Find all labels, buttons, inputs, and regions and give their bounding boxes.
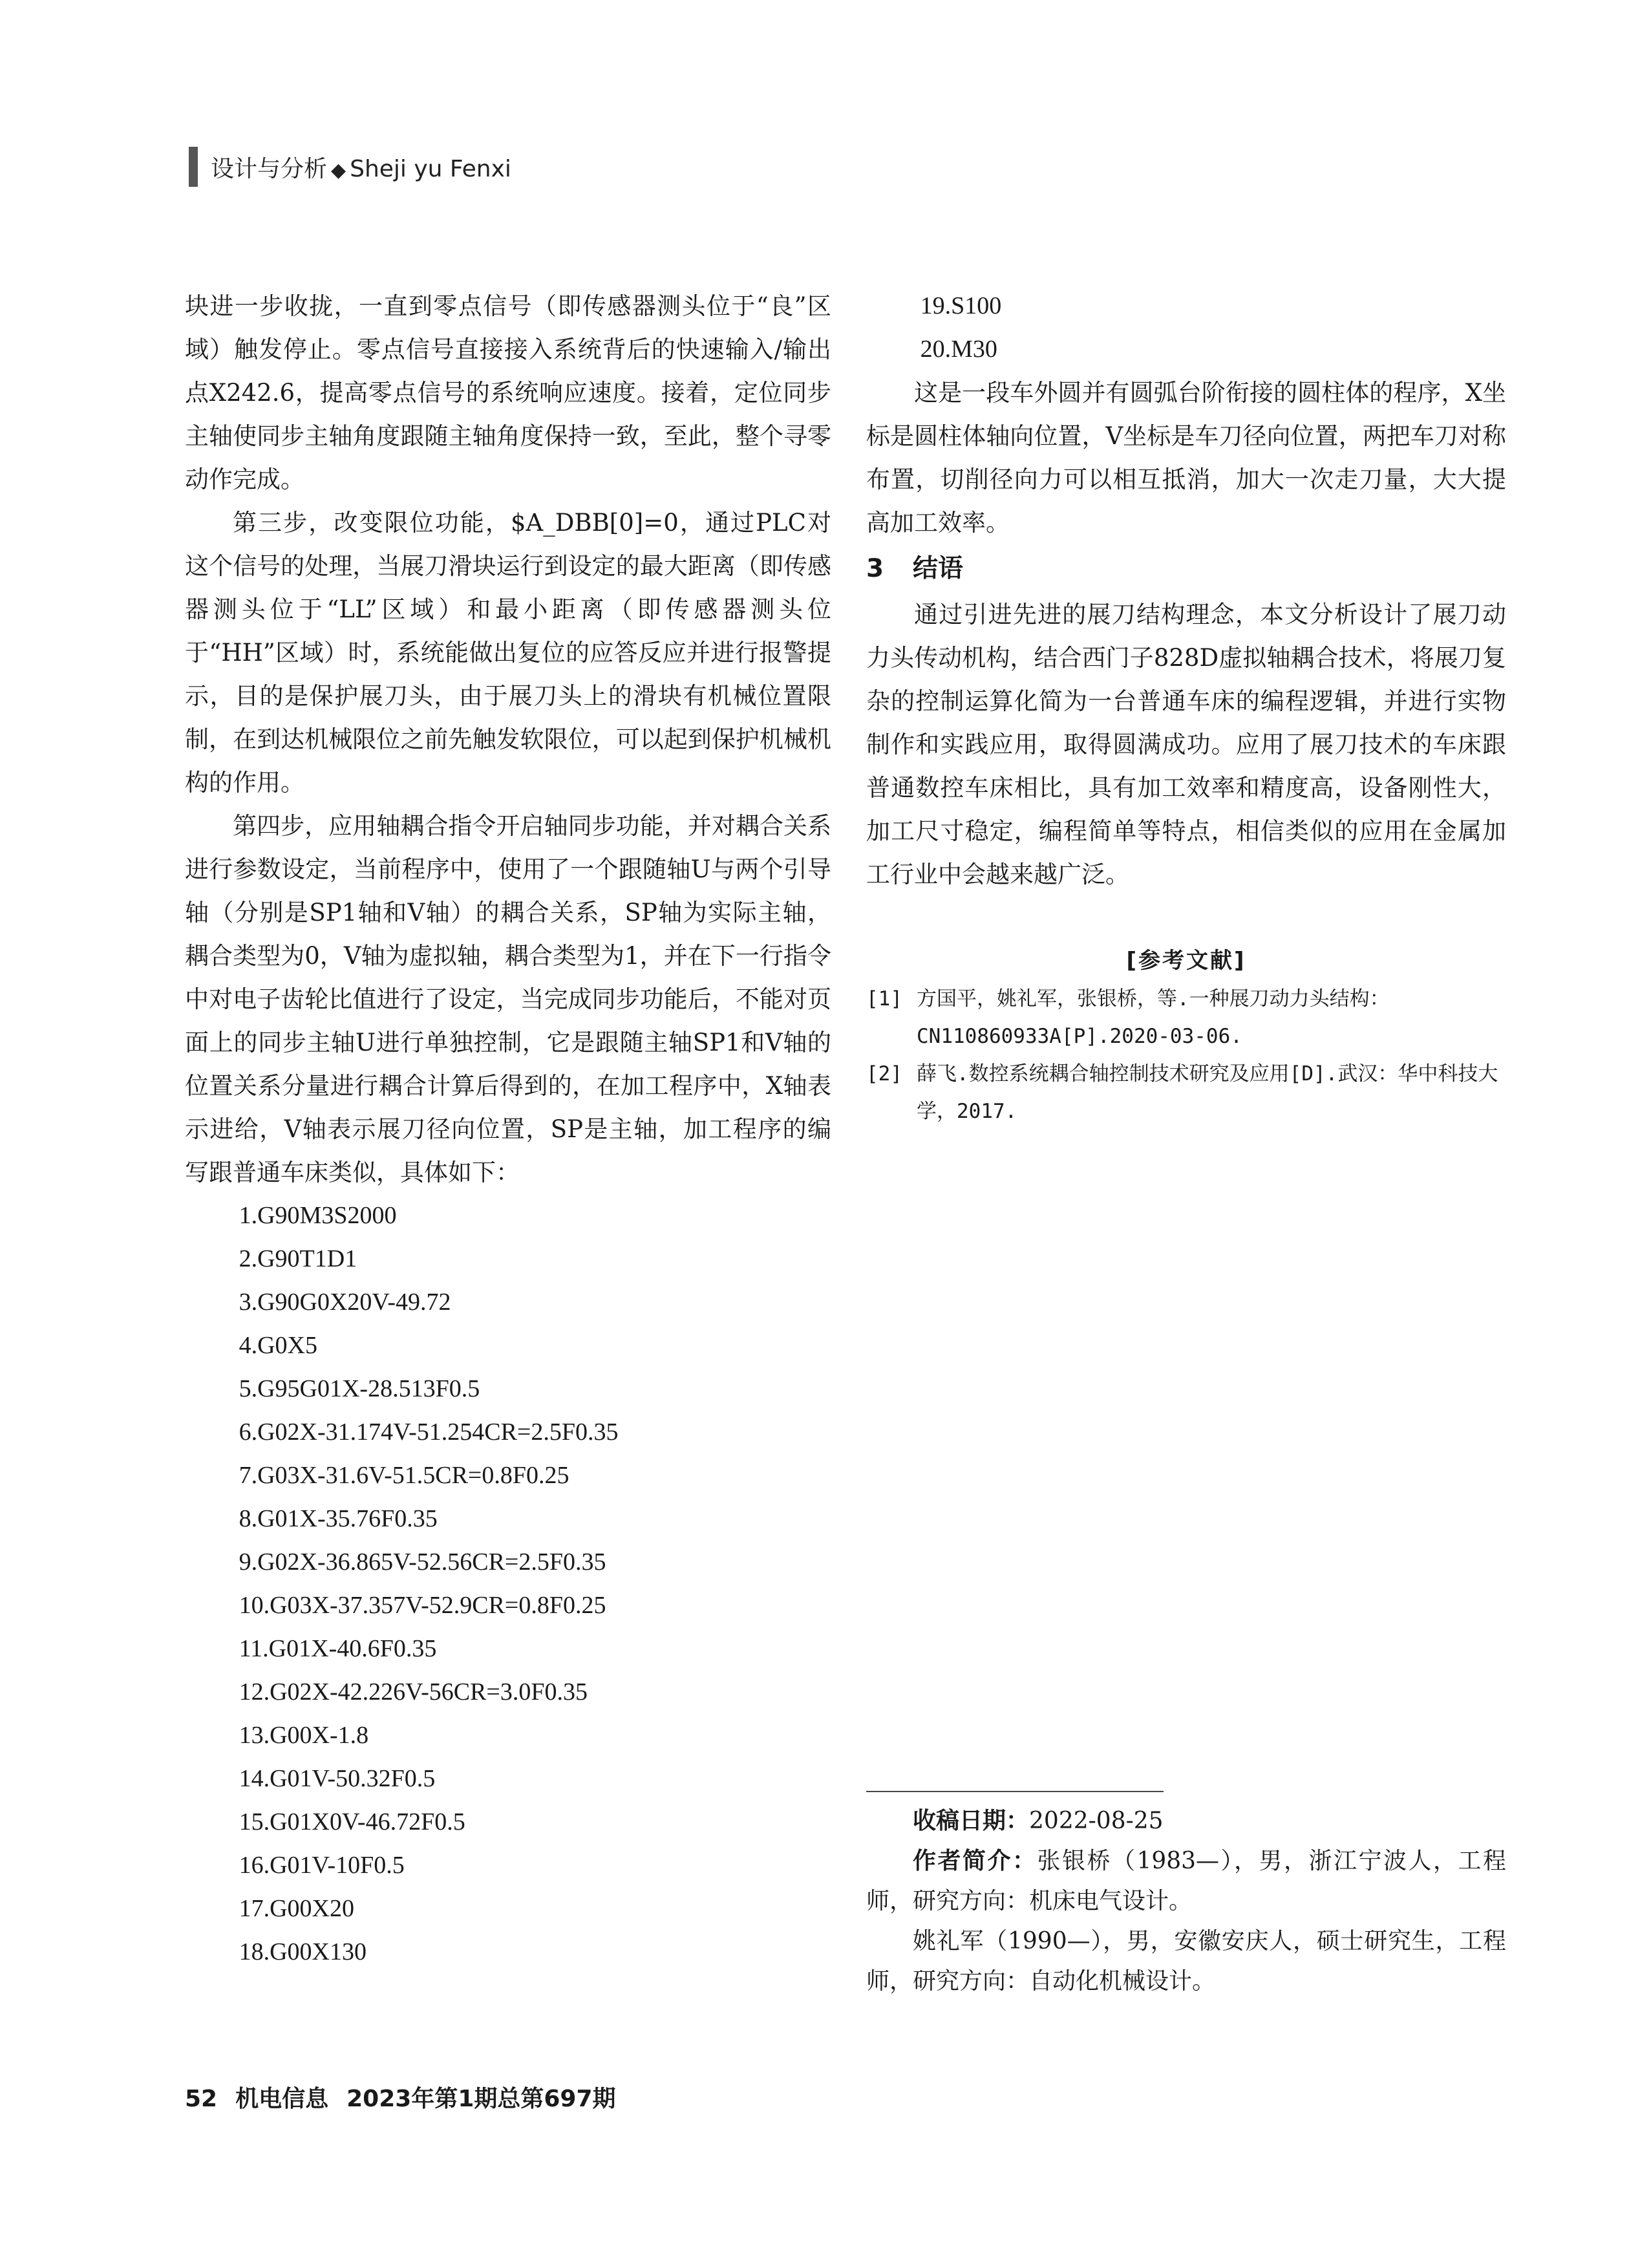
code-line: 7.G03X-31.6V-51.5CR=0.8F0.25 (239, 1462, 569, 1489)
header-bar (189, 147, 198, 187)
code-line: 9.G02X-36.865V-52.56CR=2.5F0.35 (239, 1548, 606, 1576)
right-column (866, 284, 1506, 1130)
issue-info: 2023年第1期总第697期 (346, 2086, 616, 2112)
code-line: 5.G95G01X-28.513F0.5 (239, 1375, 480, 1402)
code-line: 20.M30 (920, 336, 997, 363)
paragraph: 第四步，应用轴耦合指令开启轴同步功能，并对耦合关系进行参数设定，当前程序中，使用了一个跟随轴U与两个引导轴（分别是SP1轴和V轴）的耦合关系，SP轴为实际主轴，耦合类型为0，V轴为虚拟轴，耦合类型为1，并在下一行指令中对电子齿轮比值进行了设定，当完成同步功能后，不能对页面上的同步主轴U进行单独控制，它是跟随主轴SP1和V轴的位置关系分量进行耦合计算后得到的，在加工程序中，X轴表示进给，V轴表示展刀径向位置，SP是主轴，加工程序的编写跟普通车床类似，具体如下： (185, 812, 831, 1186)
author-bio: 姚礼军（1990—），男，安徽安庆人，硕士研究生，工程师，研究方向：自动化机械设计。 (866, 1928, 1506, 1995)
author-bio (866, 1841, 1506, 1921)
reference-item (866, 1055, 1506, 1130)
paragraph: 通过引进先进的展刀结构理念，本文分析设计了展刀动力头传动机构，结合西门子828D虚拟轴耦合技术，将展刀复杂的控制运算化简为一台普通车床的编程逻辑，并进行实物制作和实践应用，取得圆满成功。应用了展刀技术的车床跟普通数控车床相比，具有加工效率和精度高，设备刚性大，加工尺寸稳定，编程简单等特点，相信类似的应用在金属加工行业中会越来越广泛。 (866, 601, 1506, 888)
code-line: 15.G01X0V-46.72F0.5 (239, 1808, 465, 1835)
paragraph: 第三步，改变限位功能，$A_DBB[0]=0，通过PLC对这个信号的处理，当展刀滑块运行到设定的最大距离（即传感器测头位于“LL”区域）和最小距离（即传感器测头位于“HH”区域）时，系统能做出复位的应答反应并进行报警提示，目的是保护展刀头，由于展刀头上的滑块有机械位置限制，在到达机械限位之前先触发软限位，可以起到保护机械机构的作用。 (185, 509, 831, 797)
code-listing (185, 1194, 831, 1974)
section-number: 3 (866, 554, 884, 583)
code-line: 12.G02X-42.226V-56CR=3.0F0.35 (239, 1678, 588, 1706)
code-line: 1.G90M3S2000 (239, 1202, 397, 1229)
reference-number: [2] (866, 1062, 902, 1086)
code-line: 10.G03X-37.357V-52.9CR=0.8F0.25 (239, 1592, 606, 1619)
code-line: 3.G90G0X20V-49.72 (239, 1289, 451, 1316)
section-heading (866, 547, 1506, 590)
code-line: 13.G00X-1.8 (239, 1722, 369, 1749)
received-label: 收稿日期： (913, 1808, 1030, 1834)
code-line: 11.G01X-40.6F0.35 (239, 1635, 437, 1662)
reference-text: 方国平，姚礼军，张银桥，等.一种展刀动力头结构：CN110860933A[P].2020-03-06. (917, 987, 1390, 1048)
code-line: 18.G00X130 (239, 1938, 367, 1965)
reference-item (866, 980, 1506, 1055)
code-line: 17.G00X20 (239, 1895, 354, 1922)
received-date (866, 1801, 1506, 1841)
header-section-pinyin: Sheji yu Fenxi (350, 155, 511, 182)
journal-name: 机电信息 (235, 2086, 329, 2112)
code-line: 2.G90T1D1 (239, 1245, 357, 1272)
code-listing-continued (866, 284, 1506, 371)
author-label: 作者简介： (913, 1848, 1037, 1874)
section-title: 结语 (913, 554, 964, 583)
paragraph: 这是一段车外圆并有圆弧台阶衔接的圆柱体的程序，X坐标是圆柱体轴向位置，V坐标是车刀径向位置，两把车刀对称布置，切削径向力可以相互抵消，加大一次走刀量，大大提高加工效率。 (866, 379, 1506, 537)
author1-text: 张银桥（1983—），男，浙江宁波人，工程师，研究方向：机床电气设计。 (866, 1848, 1506, 1914)
header-section-cn: 设计与分析 (211, 155, 328, 182)
paragraph: 块进一步收拢，一直到零点信号（即传感器测头位于“良”区域）触发停止。零点信号直接接入系统背后的快速输入/输出点X242.6，提高零点信号的系统响应速度。接着，定位同步主轴使同步主轴角度跟随主轴角度保持一致，至此，整个寻零动作完成。 (185, 292, 831, 493)
page-footer (185, 2081, 634, 2113)
reference-number: [1] (866, 987, 902, 1011)
running-header (189, 147, 511, 186)
reference-text: 薛飞.数控系统耦合轴控制技术研究及应用[D].武汉：华中科技大学，2017. (917, 1062, 1498, 1123)
page-number: 52 (185, 2086, 218, 2112)
references-title: [参考文献] (1126, 948, 1246, 974)
code-line: 19.S100 (920, 292, 1002, 319)
code-line: 6.G02X-31.174V-51.254CR=2.5F0.35 (239, 1418, 619, 1446)
code-line: 8.G01X-35.76F0.35 (239, 1505, 438, 1532)
left-column (185, 284, 831, 1974)
received-value: 2022-08-25 (1029, 1808, 1164, 1834)
header-text (211, 151, 511, 184)
footnotes (866, 1791, 1506, 2002)
diamond-icon: ◆ (331, 158, 346, 182)
footnote-rule (866, 1791, 1164, 1792)
code-line: 16.G01V-10F0.5 (239, 1852, 405, 1879)
code-line: 4.G0X5 (239, 1332, 317, 1359)
code-line: 14.G01V-50.32F0.5 (239, 1765, 436, 1792)
